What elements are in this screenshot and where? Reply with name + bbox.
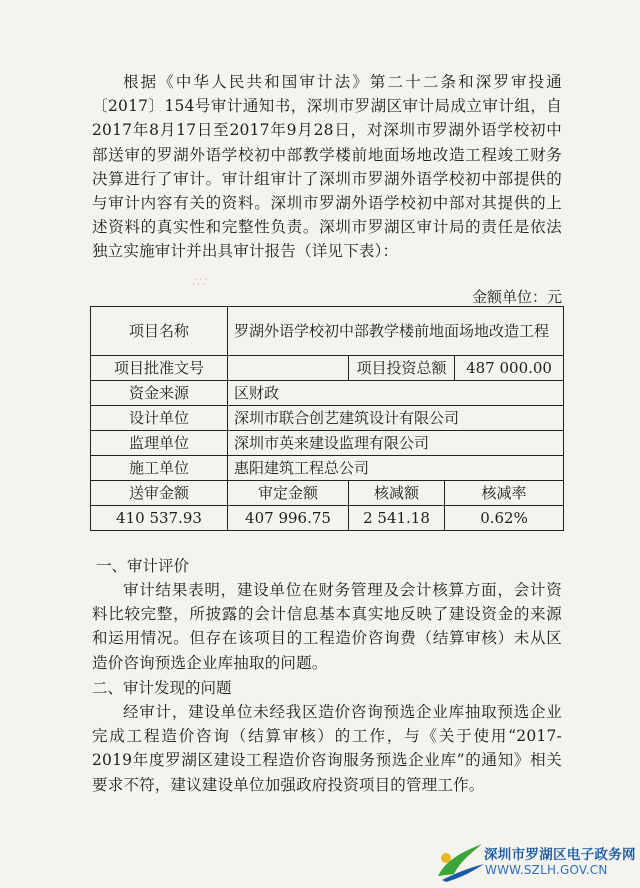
approved-amount-value: 407 996.75 <box>228 506 349 531</box>
audit-info-table <box>90 306 564 531</box>
approved-amount-header: 审定金额 <box>228 481 349 506</box>
footer-site-url[interactable]: WWW.SZLH.GOV.CN <box>485 863 608 877</box>
approval-no-value <box>228 356 349 381</box>
fund-source-label: 资金来源 <box>91 381 228 406</box>
table-row <box>91 506 564 531</box>
table-row <box>91 307 564 356</box>
supervision-unit-value: 深圳市英来建设监理有限公司 <box>228 431 564 456</box>
project-name-value: 罗湖外语学校初中部教学楼前地面场地改造工程 <box>228 307 564 356</box>
table-row <box>91 381 564 406</box>
table-row <box>91 456 564 481</box>
szlh-logo-icon[interactable] <box>432 838 488 884</box>
investment-value: 487 000.00 <box>455 356 564 381</box>
amount-unit-label: 金额单位：元 <box>471 288 562 306</box>
reduction-rate-value: 0.62% <box>445 506 564 531</box>
construction-unit-value: 惠阳建筑工程总公司 <box>228 456 564 481</box>
fund-source-value: 区财政 <box>228 381 564 406</box>
submitted-amount-value: 410 537.93 <box>91 506 228 531</box>
design-unit-value: 深圳市联合创艺建筑设计有限公司 <box>228 406 564 431</box>
submitted-amount-header: 送审金额 <box>91 481 228 506</box>
table-header-row <box>91 481 564 506</box>
intro-paragraph: 根据《中华人民共和国审计法》第二十二条和深罗审投通〔2017〕154号审计通知书，深圳市罗湖区审计局成立审计组，自2017年8月17日至2017年9月28日，对深圳市罗湖外语学校初中部送审的罗湖外语学校初中部教学楼前地面场地改造工程竣工财务决算进行了审计。审计组审计了深圳市罗湖外语学校初中部提供的与审计内容有关的资料。深圳市罗湖外语学校初中部对其提供的上述资料的真实性和完整性负责。深圳市罗湖区审计局的责任是依法独立实施审计并出具审计报告（详见下表）： <box>92 73 562 261</box>
section-heading-audit-findings: 二、审计发现的问题 <box>92 679 232 697</box>
design-unit-label: 设计单位 <box>91 406 228 431</box>
investment-label: 项目投资总额 <box>349 356 455 381</box>
audit-findings-paragraph: 经审计，建设单位未经我区造价咨询预选企业库抽取预选企业完成工程造价咨询（结算审核）的工作，与《关于使用“2017-2019年度罗湖区建设工程造价咨询服务预选企业库”的通知》相关要求不符，建议建设单位加强政府投资项目的管理工作。 <box>92 703 562 794</box>
table-row <box>91 356 564 381</box>
audit-evaluation-paragraph: 审计结果表明，建设单位在财务管理及会计核算方面，会计资料比较完整，所披露的会计信息基本真实地反映了建设资金的来源和运用情况。但存在该项目的工程造价咨询费（结算审核）未从区造价咨询预选企业库抽取的问题。 <box>92 581 562 672</box>
svg-text:∴∵: ∴∵ <box>192 275 208 289</box>
reduction-amount-header: 核减额 <box>349 481 445 506</box>
section-heading-audit-evaluation: 一、审计评价 <box>96 557 190 575</box>
reduction-amount-value: 2 541.18 <box>349 506 445 531</box>
project-name-label: 项目名称 <box>91 307 228 356</box>
faint-stamp-mark-icon <box>190 270 230 292</box>
footer-site-name[interactable]: 深圳市罗湖区电子政务网 <box>484 847 636 863</box>
reduction-rate-header: 核减率 <box>445 481 564 506</box>
table-row <box>91 431 564 456</box>
construction-unit-label: 施工单位 <box>91 456 228 481</box>
approval-no-label: 项目批准文号 <box>91 356 228 381</box>
supervision-unit-label: 监理单位 <box>91 431 228 456</box>
table-row <box>91 406 564 431</box>
